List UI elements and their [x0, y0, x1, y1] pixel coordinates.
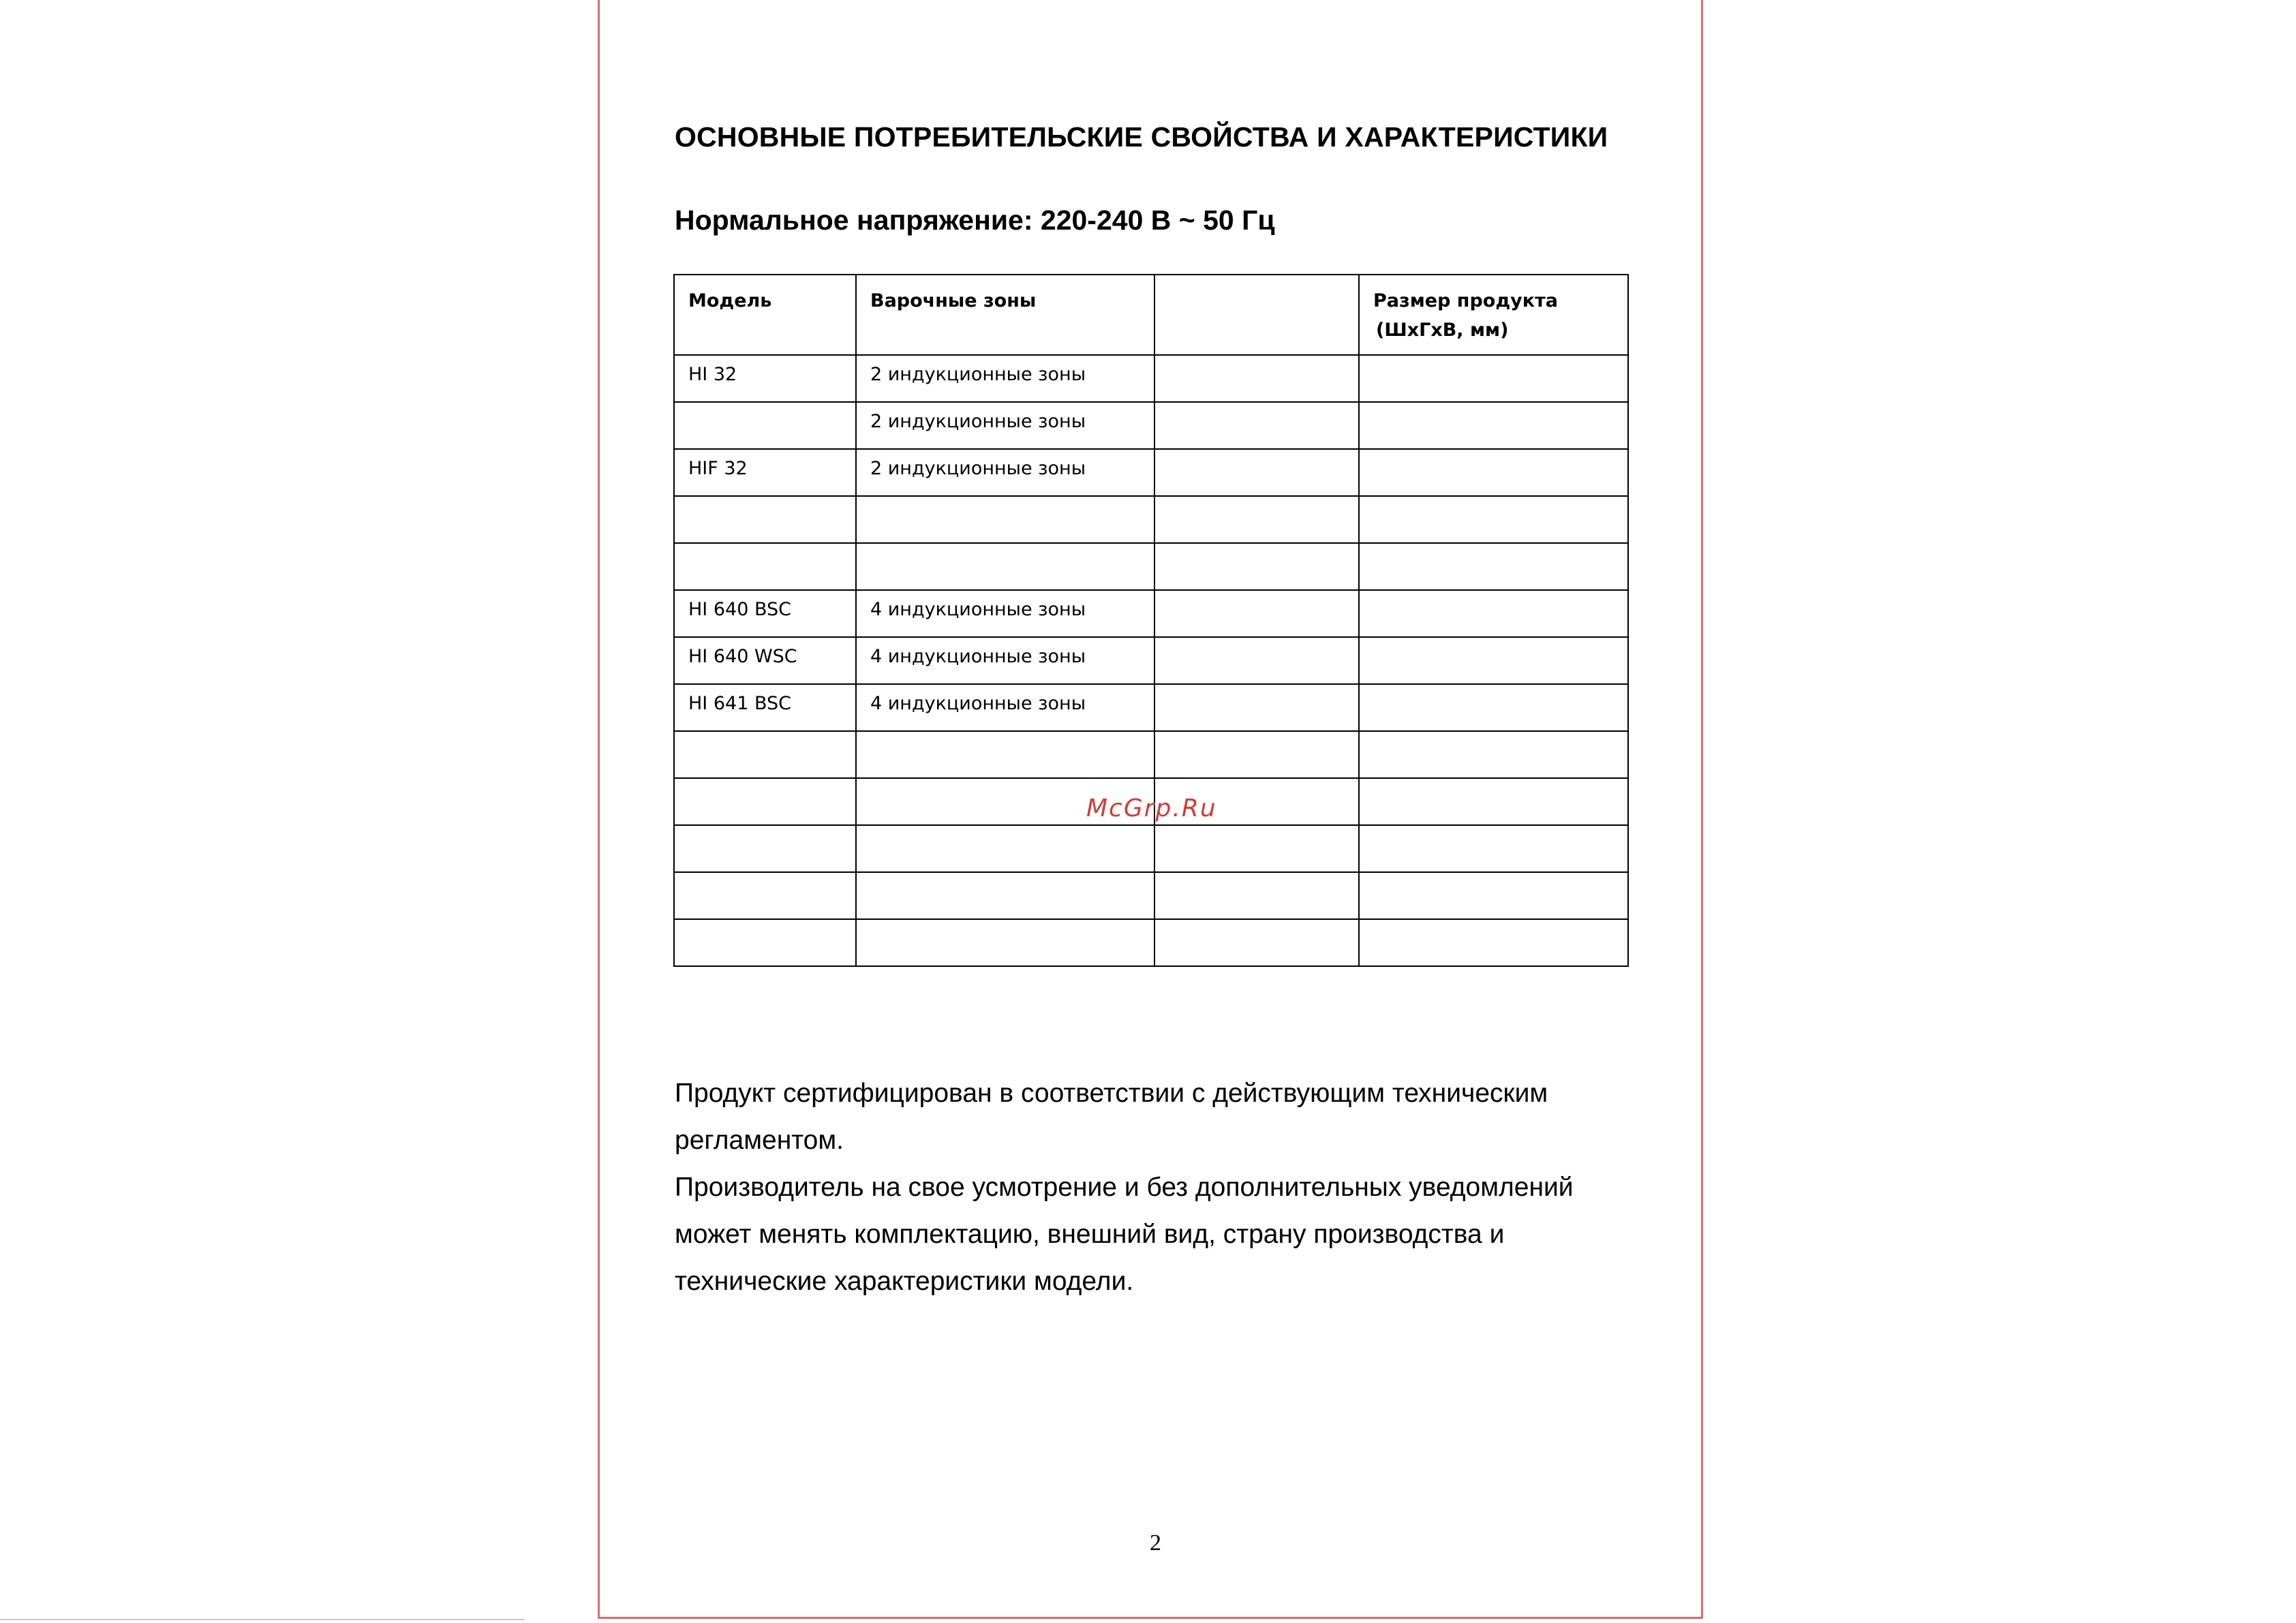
table-cell-zones [856, 731, 1154, 778]
table-row [674, 590, 1628, 637]
table-row [674, 449, 1628, 496]
table-cell-c4 [1359, 402, 1628, 449]
table-row [674, 825, 1628, 872]
table-cell-c3 [1154, 449, 1359, 496]
table-cell-model: HI 640 BSC [674, 590, 856, 637]
table-cell-zones [856, 543, 1154, 590]
document-page [598, 0, 1703, 1619]
table-cell-c3 [1154, 825, 1359, 872]
paragraph-line: технические характеристики модели. [675, 1267, 1134, 1296]
table-cell-model: HI 640 WSC [674, 637, 856, 684]
table-cell-c4 [1359, 590, 1628, 637]
table-cell-c3 [1154, 543, 1359, 590]
table-cell-zones [856, 872, 1154, 919]
table-cell-model [674, 731, 856, 778]
header-empty [1154, 275, 1359, 355]
table-row [674, 543, 1628, 590]
table-cell-c3 [1154, 402, 1359, 449]
header-size [1359, 275, 1628, 355]
table-header-row [674, 275, 1628, 355]
table-cell-c3 [1154, 355, 1359, 402]
table-cell-c4 [1359, 872, 1628, 919]
header-zones: Варочные зоны [856, 275, 1154, 355]
table-row [674, 402, 1628, 449]
table-cell-model [674, 496, 856, 543]
table-cell-c4 [1359, 919, 1628, 966]
table-cell-zones: 2 индукционные зоны [856, 355, 1154, 402]
table-cell-zones: 4 индукционные зоны [856, 637, 1154, 684]
table-cell-model: HI 32 [674, 355, 856, 402]
table-cell-model: HI 641 BSC [674, 684, 856, 731]
table-cell-model [674, 919, 856, 966]
table-row [674, 872, 1628, 919]
table-cell-zones: 4 индукционные зоны [856, 590, 1154, 637]
table-cell-model [674, 402, 856, 449]
page-heading: ОСНОВНЫЕ ПОТРЕБИТЕЛЬСКИЕ СВОЙСТВА И ХАРАКТЕРИСТИКИ [675, 121, 1608, 153]
header-size-line2: (ШхГхВ, мм) [1376, 320, 1509, 341]
table-row [674, 684, 1628, 731]
table-cell-c3 [1154, 919, 1359, 966]
table-cell-c4 [1359, 496, 1628, 543]
table-cell-c4 [1359, 684, 1628, 731]
table-cell-zones: 2 индукционные зоны [856, 449, 1154, 496]
table-cell-c4 [1359, 637, 1628, 684]
table-cell-model [674, 872, 856, 919]
certification-paragraph [675, 1070, 1642, 1305]
table-cell-c3 [1154, 872, 1359, 919]
table-cell-model [674, 825, 856, 872]
table-body [674, 355, 1628, 966]
table-cell-c4 [1359, 355, 1628, 402]
table-cell-zones [856, 919, 1154, 966]
header-model: Модель [674, 275, 856, 355]
table-row [674, 355, 1628, 402]
table-cell-c4 [1359, 825, 1628, 872]
table-cell-model [674, 543, 856, 590]
table-cell-c3 [1154, 590, 1359, 637]
table-cell-model: HIF 32 [674, 449, 856, 496]
voltage-line: Нормальное напряжение: 220-240 В ~ 50 Гц [675, 204, 1275, 236]
table-row [674, 731, 1628, 778]
table-row [674, 637, 1628, 684]
paragraph-line: Производитель на свое усмотрение и без дополнительных уведомлений [675, 1173, 1574, 1202]
table-cell-c3 [1154, 684, 1359, 731]
table-cell-c4 [1359, 778, 1628, 825]
table-cell-zones: 2 индукционные зоны [856, 402, 1154, 449]
table-cell-c3 [1154, 496, 1359, 543]
table-cell-c3 [1154, 731, 1359, 778]
table-cell-c4 [1359, 543, 1628, 590]
table-cell-zones [856, 496, 1154, 543]
table-cell-c4 [1359, 731, 1628, 778]
table-cell-c3 [1154, 637, 1359, 684]
bottom-divider [0, 1619, 525, 1620]
table-cell-model [674, 778, 856, 825]
page-number: 2 [1150, 1530, 1161, 1556]
table-cell-zones: 4 индукционные зоны [856, 684, 1154, 731]
header-size-line1: Размер продукта [1373, 290, 1558, 311]
table-cell-zones [856, 825, 1154, 872]
table-cell-c4 [1359, 449, 1628, 496]
paragraph-line: может менять комплектацию, внешний вид, страну производства и [675, 1220, 1505, 1249]
watermark-text: McGrp.Ru [1086, 794, 1217, 822]
table-row [674, 496, 1628, 543]
paragraph-line: Продукт сертифицирован в соответствии с действующим техническим [675, 1079, 1548, 1108]
spec-table [673, 274, 1629, 967]
table-row [674, 919, 1628, 966]
paragraph-line: регламентом. [675, 1126, 844, 1155]
